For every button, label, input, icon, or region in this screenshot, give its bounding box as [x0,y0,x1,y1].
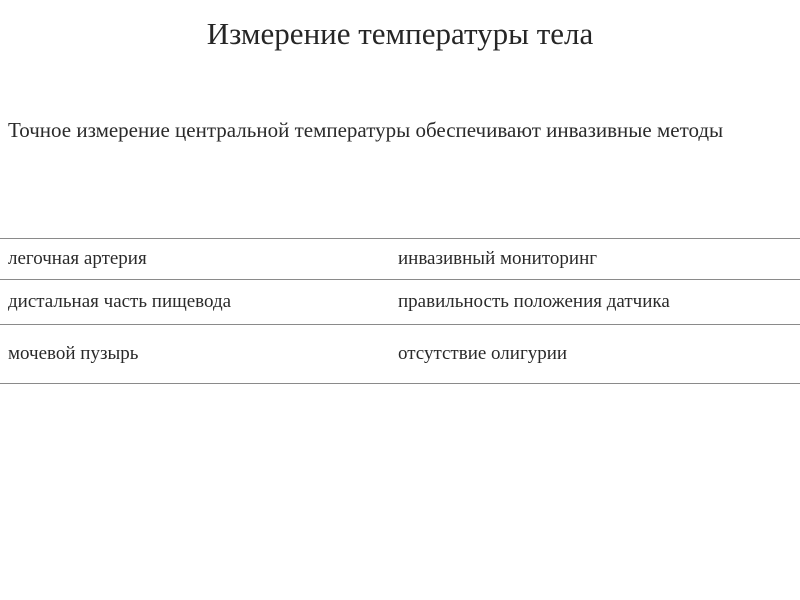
intro-paragraph: Точное измерение центральной температуры обеспечивают инвазивные методы [8,118,724,142]
table-cell-condition: отсутствие олигурии [398,343,568,364]
table-cell-condition: правильность положения датчика [398,291,670,312]
table-cell-site: легочная артерия [8,248,147,269]
table-cell-condition: инвазивный мониторинг [398,248,598,269]
table-row [0,325,800,384]
table-row [0,280,800,325]
table-cell-site: мочевой пузырь [8,343,139,364]
table-row [0,239,800,280]
measurement-sites-table [0,238,800,384]
page-title: Измерение температуры тела [206,16,594,51]
table-cell-site: дистальная часть пищевода [8,291,232,312]
